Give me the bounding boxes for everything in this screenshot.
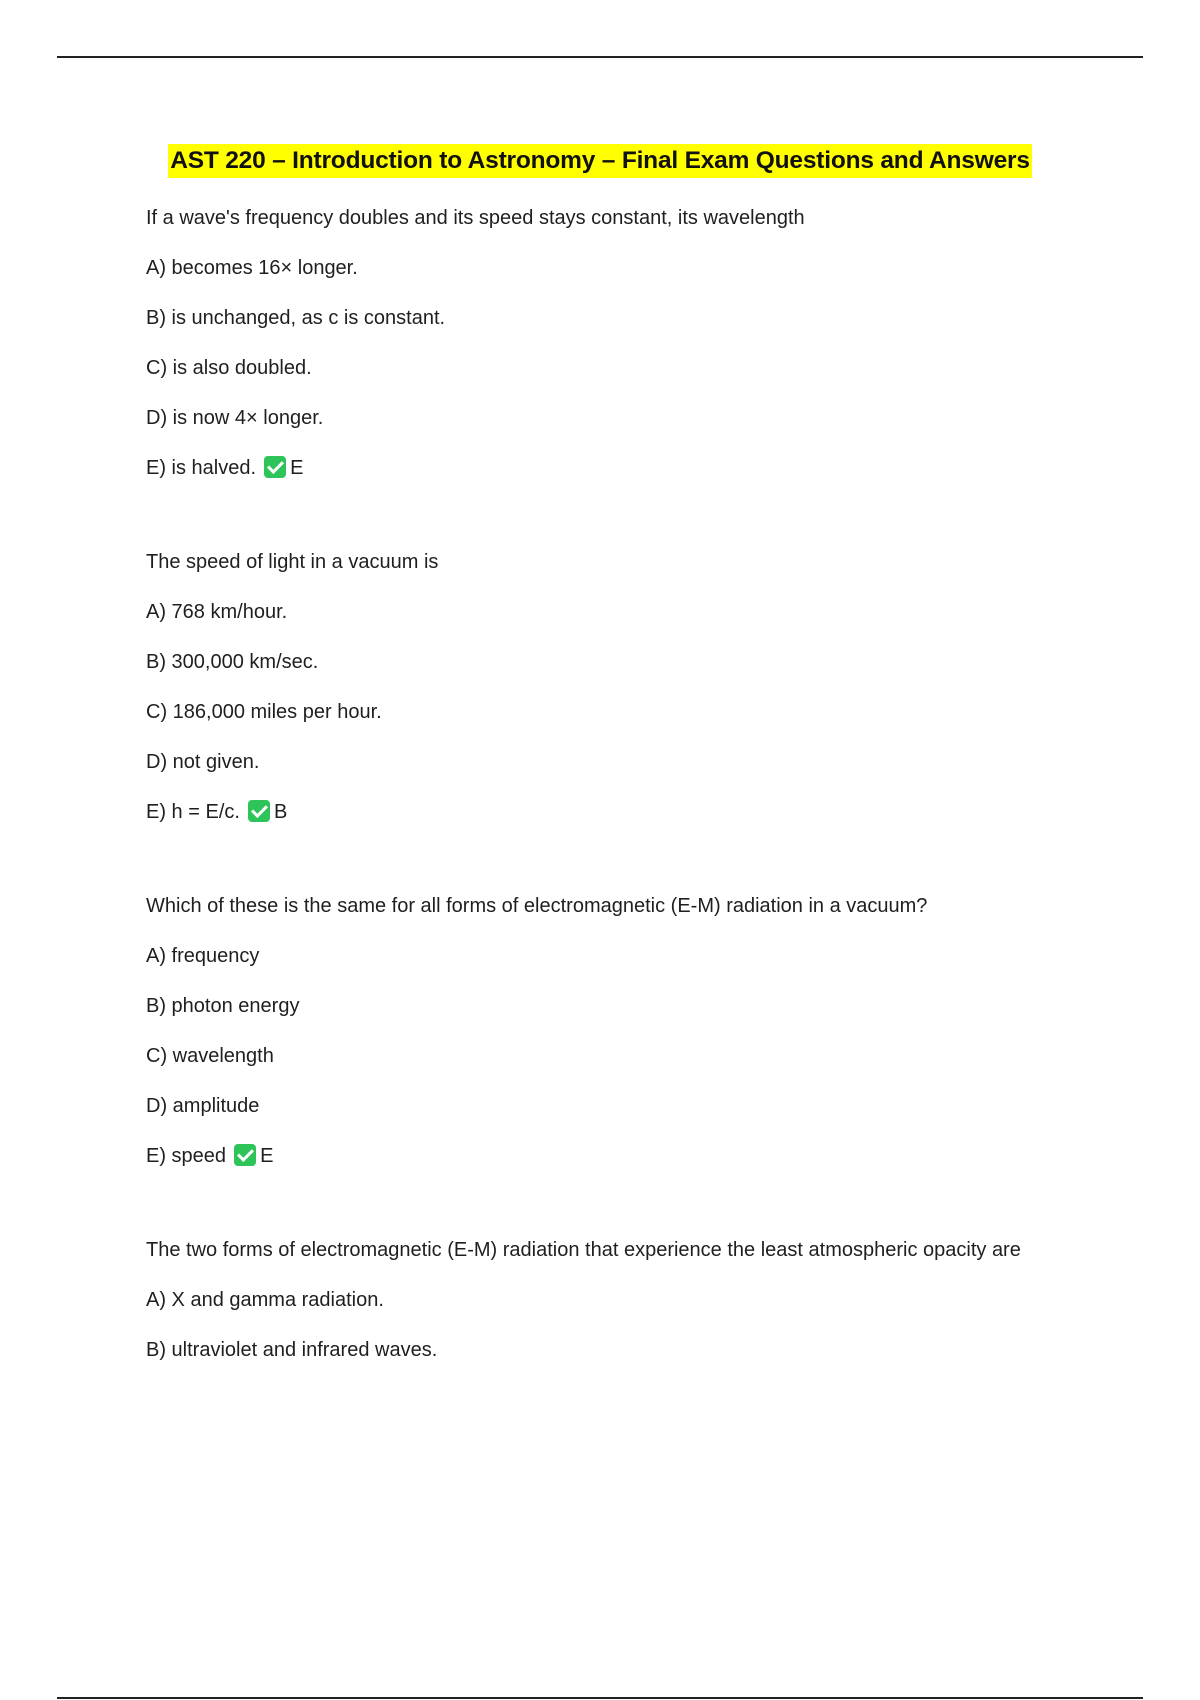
option: D) is now 4× longer. [146,407,324,429]
question-text: If a wave's frequency doubles and its speed stays constant, its wavelength [146,207,805,229]
answer-letter: E [260,1145,274,1167]
option: B) is unchanged, as c is constant. [146,307,446,329]
document-body [146,202,1046,1384]
question-1 [146,202,1046,484]
answer-letter: E [290,457,304,479]
option: A) 768 km/hour. [146,601,288,623]
check-mark-icon [264,456,286,478]
option: A) X and gamma radiation. [146,1289,384,1311]
option: B) 300,000 km/sec. [146,651,319,673]
option: E) speed [146,1145,227,1167]
title-container [0,144,1200,178]
option: B) photon energy [146,995,300,1017]
option-with-answer [146,1140,1046,1172]
option-with-answer [146,452,1046,484]
question-text: The two forms of electromagnetic (E-M) radiation that experience the least atmospheric opacity are [146,1239,1021,1261]
check-mark-icon [234,1144,256,1166]
top-rule [57,56,1143,58]
page-title: AST 220 – Introduction to Astronomy – Final Exam Questions and Answers [168,144,1032,178]
option: C) wavelength [146,1045,274,1067]
option: B) ultraviolet and infrared waves. [146,1339,438,1361]
option: A) frequency [146,945,260,967]
answer-letter: B [273,801,288,823]
option: C) 186,000 miles per hour. [146,701,382,723]
option-with-answer [146,796,1046,828]
bottom-rule [57,1697,1143,1699]
option: C) is also doubled. [146,357,312,379]
option: E) h = E/c. [146,801,240,823]
option: A) becomes 16× longer. [146,257,358,279]
option: E) is halved. [146,457,257,479]
question-text: Which of these is the same for all forms of electromagnetic (E-M) radiation in a vacuum? [146,895,928,917]
option: D) amplitude [146,1095,260,1117]
question-text: The speed of light in a vacuum is [146,551,439,573]
option: D) not given. [146,751,260,773]
question-2 [146,546,1046,828]
question-3 [146,890,1046,1172]
question-4 [146,1234,1046,1366]
check-mark-icon [248,800,270,822]
